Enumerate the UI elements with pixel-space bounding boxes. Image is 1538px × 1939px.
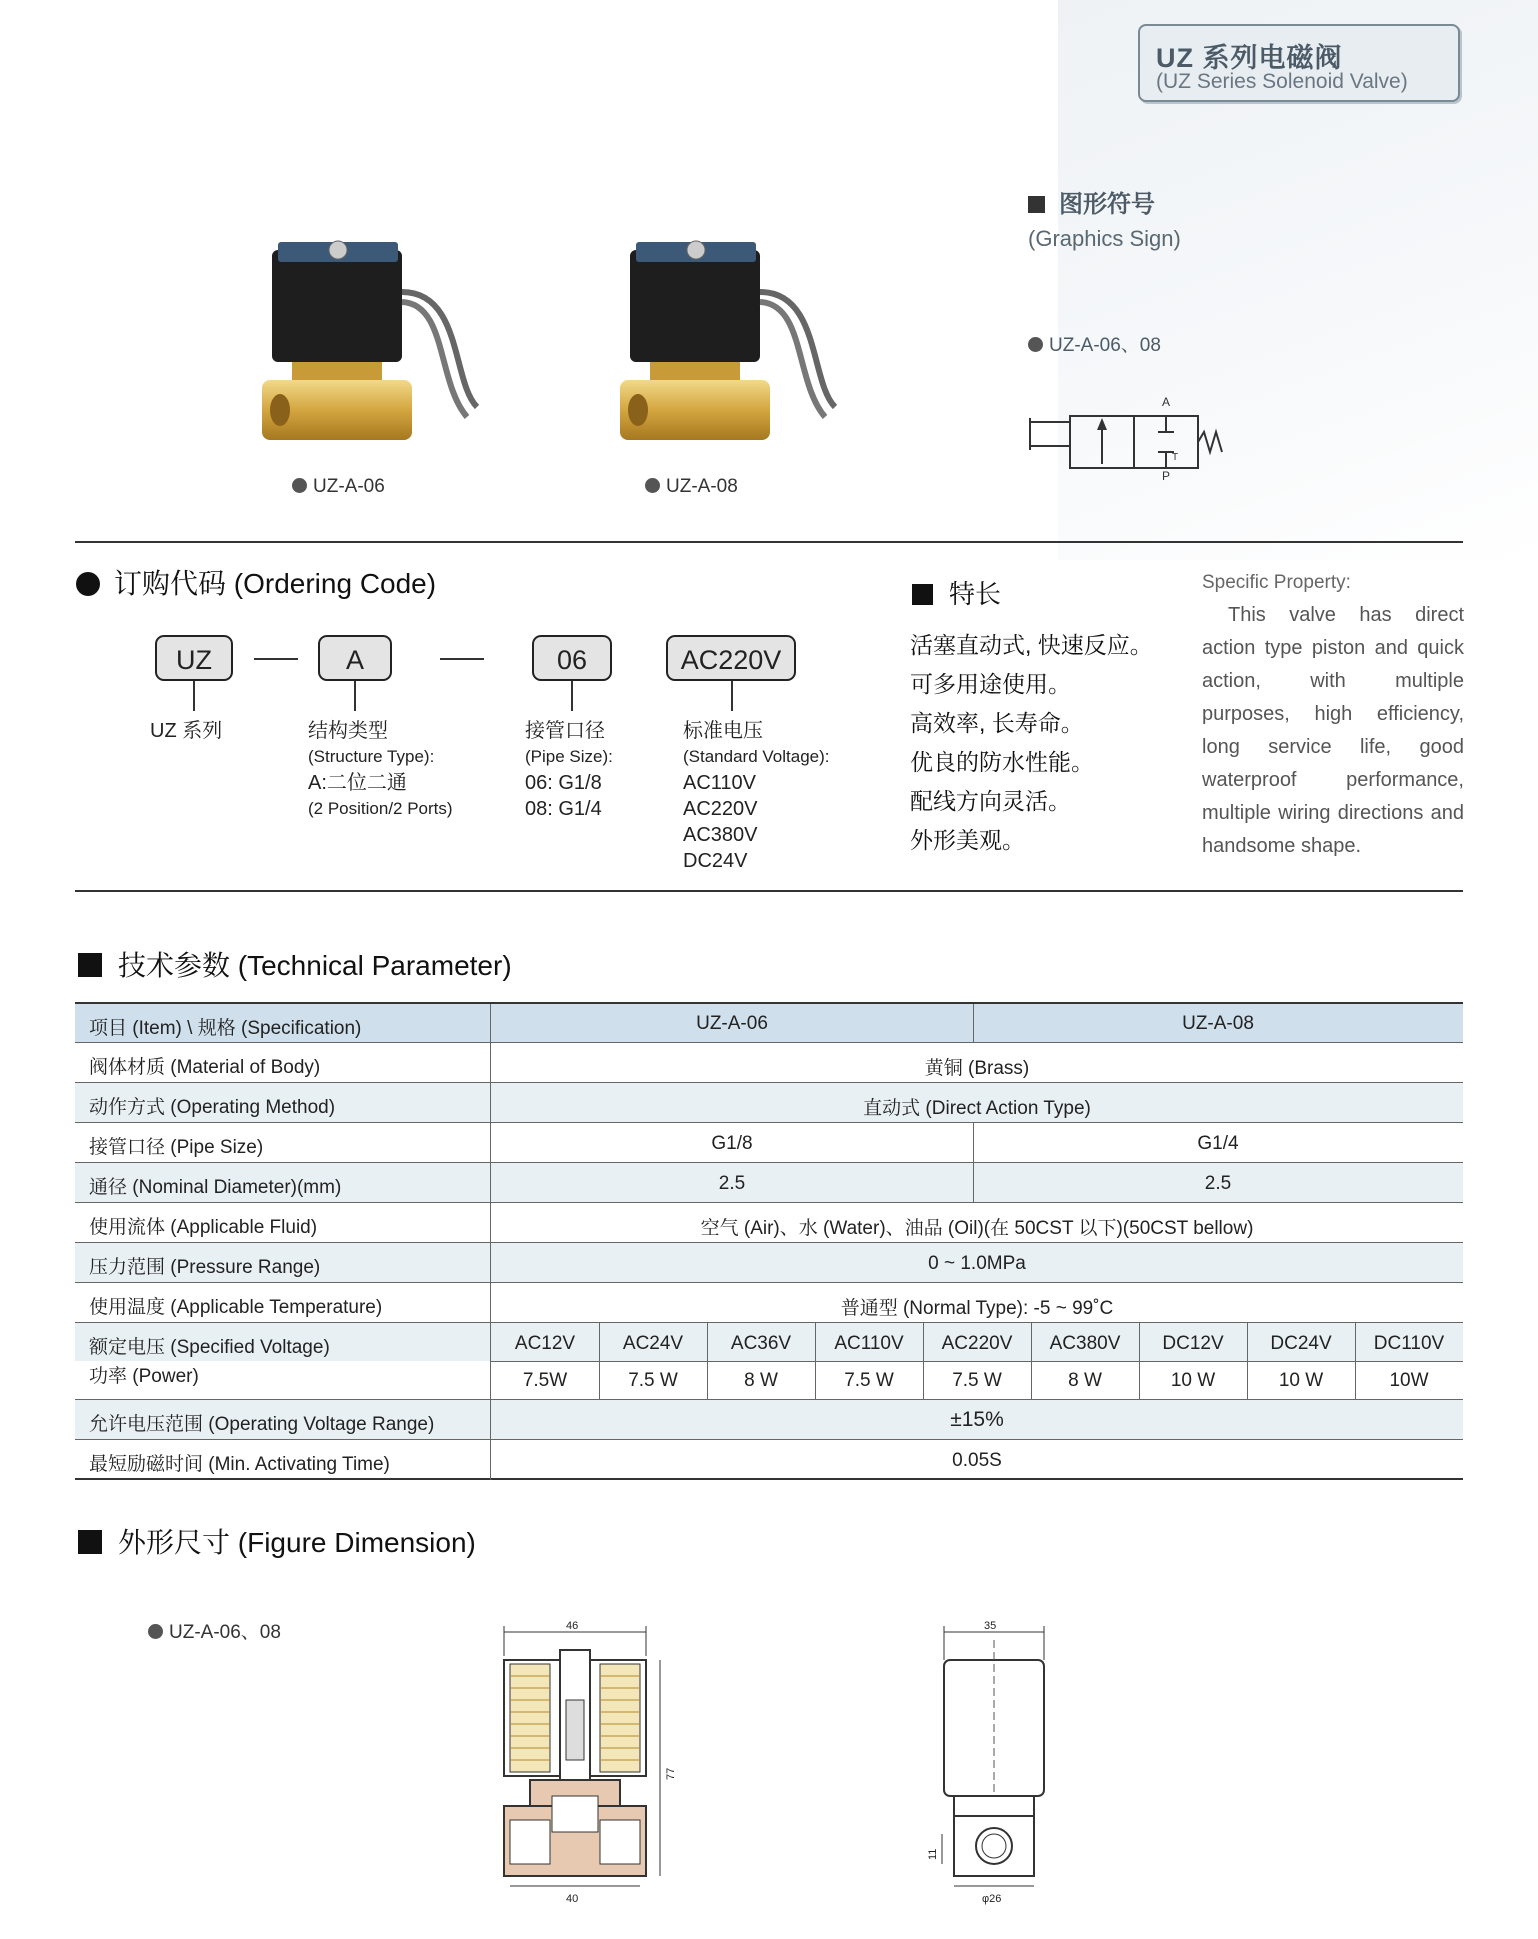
table-row: 使用流体 (Applicable Fluid) 空气 (Air)、水 (Water)、油品 (Oil)(在 50CST 以下)(50CST bellow) xyxy=(75,1203,1463,1243)
feature-item: 优良的防水性能。 xyxy=(910,749,1094,775)
product-caption-08: UZ-A-08 xyxy=(645,476,738,498)
code-dash xyxy=(254,658,298,660)
features-title: 特长 xyxy=(912,574,1001,611)
code-box-structure: A xyxy=(318,635,392,681)
product-photo-uz-a-06 xyxy=(262,232,492,452)
port-a-label: A xyxy=(1162,395,1171,409)
label-pipe-size: 接管口径 (Pipe Size): 06: G1/8 08: G1/4 xyxy=(525,720,613,820)
specific-property xyxy=(1202,566,1464,863)
table-row: 压力范围 (Pressure Range) 0 ~ 1.0MPa xyxy=(75,1243,1463,1283)
square-bullet-icon xyxy=(78,953,102,977)
column-separator xyxy=(490,1004,491,1480)
column-separator xyxy=(973,1123,974,1203)
bullet-dot-icon xyxy=(1028,337,1043,352)
dimension-title: 外形尺寸 (Figure Dimension) xyxy=(78,1521,476,1561)
column-separator xyxy=(1031,1323,1032,1400)
specific-property-title: Specific Property: xyxy=(1202,572,1351,593)
table-row-power: 功率 (Power) 7.5W 7.5 W 8 W 7.5 W 7.5 W 8 W 10 W 10 W 10W xyxy=(75,1361,1463,1400)
dim-side-top: 35 xyxy=(984,1620,997,1632)
code-box-voltage: AC220V xyxy=(666,635,796,681)
label-voltage: 标准电压 (Standard Voltage): AC110V AC220V AC380V DC24V xyxy=(683,720,830,872)
side-view-drawing xyxy=(920,1620,1070,1910)
dim-front-height: 77 xyxy=(665,1767,677,1780)
series-badge xyxy=(1138,24,1460,102)
header-model-1: UZ-A-06 xyxy=(696,1013,768,1034)
bullet-dot-icon xyxy=(76,572,100,596)
column-separator xyxy=(1247,1323,1248,1400)
table-row: 动作方式 (Operating Method) 直动式 (Direct Action Type) xyxy=(75,1083,1463,1123)
bullet-dot-icon xyxy=(148,1624,163,1639)
code-leader-line xyxy=(731,681,733,711)
graphics-sign-subtitle: (Graphics Sign) xyxy=(1028,226,1181,251)
code-box-series: UZ xyxy=(155,635,233,681)
square-bullet-icon xyxy=(78,1530,102,1554)
code-leader-line xyxy=(571,681,573,711)
feature-item: 高效率, 长寿命。 xyxy=(910,710,1084,736)
dimension-model: UZ-A-06、08 xyxy=(148,1617,281,1644)
specific-property-text: This valve has direct action type piston and quick action, with multiple purposes, high efficiency, long service life, good waterproof performance, multiple wiring directions and handsome shape. xyxy=(1202,604,1464,857)
column-separator xyxy=(973,1004,974,1043)
feature-item: 配线方向灵活。 xyxy=(910,788,1071,814)
product-caption-06: UZ-A-06 xyxy=(292,476,385,498)
graphics-sign-model: UZ-A-06、08 xyxy=(1028,330,1161,357)
divider xyxy=(75,541,1463,543)
table-row: 阀体材质 (Material of Body) 黄铜 (Brass) xyxy=(75,1043,1463,1083)
bullet-dot-icon xyxy=(645,478,660,493)
column-separator xyxy=(815,1323,816,1400)
code-box-pipe-size: 06 xyxy=(532,635,612,681)
product-photo-uz-a-08 xyxy=(620,232,850,452)
label-series: UZ 系列 xyxy=(150,720,223,742)
header-item-label: 项目 (Item) \ 规格 (Specification) xyxy=(89,1018,362,1039)
feature-item: 活塞直动式, 快速反应。 xyxy=(910,632,1153,658)
series-title-en: (UZ Series Solenoid Valve) xyxy=(1156,70,1408,93)
dim-front-bottom: 40 xyxy=(566,1893,579,1905)
bullet-dot-icon xyxy=(292,478,307,493)
column-separator xyxy=(707,1323,708,1400)
port-p-label: P xyxy=(1162,469,1171,480)
table-row: 接管口径 (Pipe Size) G1/8 G1/4 xyxy=(75,1123,1463,1163)
code-leader-line xyxy=(354,681,356,711)
table-row: 最短励磁时间 (Min. Activating Time) 0.05S xyxy=(75,1440,1463,1480)
column-separator xyxy=(923,1323,924,1400)
graphics-sign-title: 图形符号 xyxy=(1028,184,1155,219)
label-structure: 结构类型 (Structure Type): A:二位二通 (2 Position/2 Ports) xyxy=(308,720,453,818)
divider xyxy=(75,890,1463,892)
dim-side-left: 11 xyxy=(927,1848,939,1860)
table-row: 通径 (Nominal Diameter)(mm) 2.5 2.5 xyxy=(75,1163,1463,1203)
ordering-code-title: 订购代码 (Ordering Code) xyxy=(76,562,436,602)
dim-front-top: 46 xyxy=(566,1620,579,1632)
column-separator xyxy=(1139,1323,1140,1400)
code-leader-line xyxy=(193,681,195,711)
feature-item: 外形美观。 xyxy=(910,827,1025,853)
dim-side-bottom: φ26 xyxy=(982,1893,1002,1905)
table-row: 允许电压范围 (Operating Voltage Range) ±15% xyxy=(75,1400,1463,1440)
port-t-label: T xyxy=(1172,452,1179,463)
table-row: 使用温度 (Applicable Temperature) 普通型 (Normal Type): -5 ~ 99˚C xyxy=(75,1283,1463,1323)
valve-symbol-diagram xyxy=(1024,388,1224,480)
tech-title: 技术参数 (Technical Parameter) xyxy=(78,944,512,984)
square-bullet-icon xyxy=(912,584,933,605)
series-title-cn: UZ 系列电磁阀 xyxy=(1156,43,1343,73)
column-separator xyxy=(1355,1323,1356,1400)
feature-item: 可多用途使用。 xyxy=(910,671,1071,697)
table-header-row xyxy=(75,1004,1463,1043)
front-section-drawing xyxy=(490,1620,690,1910)
table-row-voltage: 额定电压 (Specified Voltage) AC12V AC24V AC36V AC110V AC220V AC380V DC12V DC24V DC110V xyxy=(75,1323,1463,1361)
code-dash xyxy=(440,658,484,660)
column-separator xyxy=(599,1323,600,1400)
features-list xyxy=(910,626,1153,860)
square-bullet-icon xyxy=(1028,196,1045,213)
header-model-2: UZ-A-08 xyxy=(1182,1013,1254,1034)
